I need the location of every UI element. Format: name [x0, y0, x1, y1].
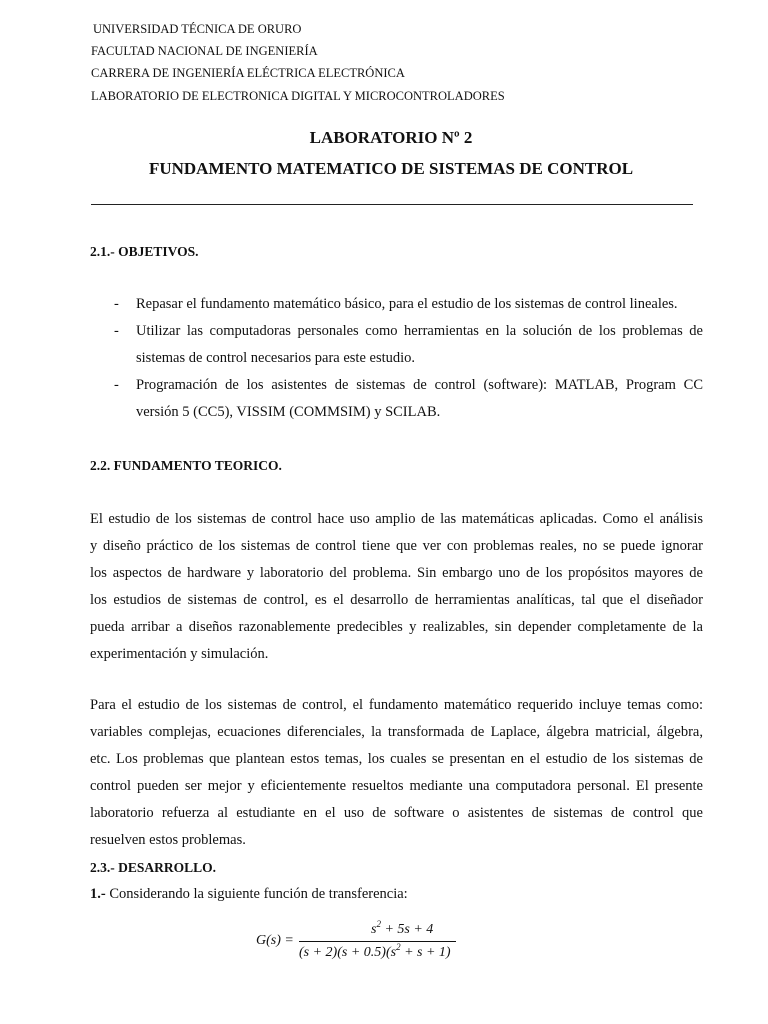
fraction-bar	[299, 941, 456, 942]
career-name: CARRERA DE INGENIERÍA ELÉCTRICA ELECTRÓNICA	[91, 66, 405, 80]
equation-numerator: $s^2 + 5s + 4$	[371, 919, 434, 937]
equation-denominator: $(s + 2)(s + 0.5)(s^2 + s + 1)$	[299, 942, 451, 960]
theory-paragraph-2-line: Para el estudio de los sistemas de control, el fundamento matemático requerido incluye temas como:	[90, 697, 703, 713]
theory-paragraph-2-line: etc. Los problemas que plantean estos temas, los cuales se presentan en el estudio de los sistemas de	[90, 751, 703, 767]
objective-item-3-line-1: Programación de los asistentes de sistemas de control (software): MATLAB, Program CC	[136, 377, 703, 393]
theory-paragraph-1-line: los estudios de sistemas de control, es el desarrollo de herramientas analíticas, tal que el diseñador	[90, 592, 703, 608]
bullet-marker: -	[114, 323, 119, 339]
lab-subject-title: FUNDAMENTO MATEMATICO DE SISTEMAS DE CONTROL	[148, 159, 634, 178]
theory-heading: 2.2. FUNDAMENTO TEORICO.	[90, 458, 282, 473]
step-1-text: Considerando la siguiente función de transferencia:	[105, 886, 408, 902]
theory-paragraph-2-line: resuelven estos problemas.	[90, 832, 246, 848]
objective-item-1-line-1: Repasar el fundamento matemático básico, para el estudio de los sistemas de control lineales.	[136, 296, 678, 312]
theory-paragraph-1-line: y diseño práctico de los sistemas de control tiene que ver con problemas reales, no se puede ignorar	[90, 538, 703, 554]
title-divider	[91, 204, 693, 205]
lab-name: LABORATORIO DE ELECTRONICA DIGITAL Y MICROCONTROLADORES	[91, 89, 505, 103]
theory-paragraph-1-line: pueda arribar a diseños razonablemente predecibles y realizables, sin depender completamente de la	[90, 619, 703, 635]
university-name: UNIVERSIDAD TÉCNICA DE ORURO	[93, 22, 302, 36]
theory-paragraph-1-line: El estudio de los sistemas de control hace uso amplio de las matemáticas aplicadas. Como el análisis	[90, 511, 703, 527]
theory-paragraph-2-line: variables complejas, ecuaciones diferenciales, la transformada de Laplace, álgebra matricial, álgebra,	[90, 724, 703, 740]
objective-item-2-line-2: sistemas de control necesarios para este estudio.	[136, 350, 416, 366]
bullet-marker: -	[114, 296, 119, 312]
lab-number-title: LABORATORIO Nº 2	[309, 128, 473, 147]
equation-lhs: G(s) =	[256, 933, 294, 948]
step-1-number: 1.-	[90, 886, 106, 902]
bullet-marker: -	[114, 377, 119, 393]
theory-paragraph-2-line: control pueden ser mejor y eficientemente resueltos mediante una computadora personal. El presente	[90, 778, 703, 794]
theory-paragraph-1-line: los aspectos de hardware y laboratorio del problema. Sin embargo uno de los propósitos mayores de	[90, 565, 703, 581]
theory-paragraph-2-line: laboratorio refuerza al estudiante en el uso de software o asistentes de sistemas de control que	[90, 805, 703, 821]
objective-item-3-line-2: versión 5 (CC5), VISSIM (COMMSIM) y SCILAB.	[136, 404, 441, 420]
development-heading: 2.3.- DESARROLLO.	[90, 860, 217, 875]
step-1	[90, 886, 408, 903]
faculty-name: FACULTAD NACIONAL DE INGENIERÍA	[91, 44, 318, 58]
theory-paragraph-1-line: experimentación y simulación.	[90, 646, 269, 662]
objectives-heading: 2.1.- OBJETIVOS.	[90, 244, 199, 259]
objective-item-2-line-1: Utilizar las computadoras personales como herramientas en la solución de los problemas de	[136, 323, 703, 339]
